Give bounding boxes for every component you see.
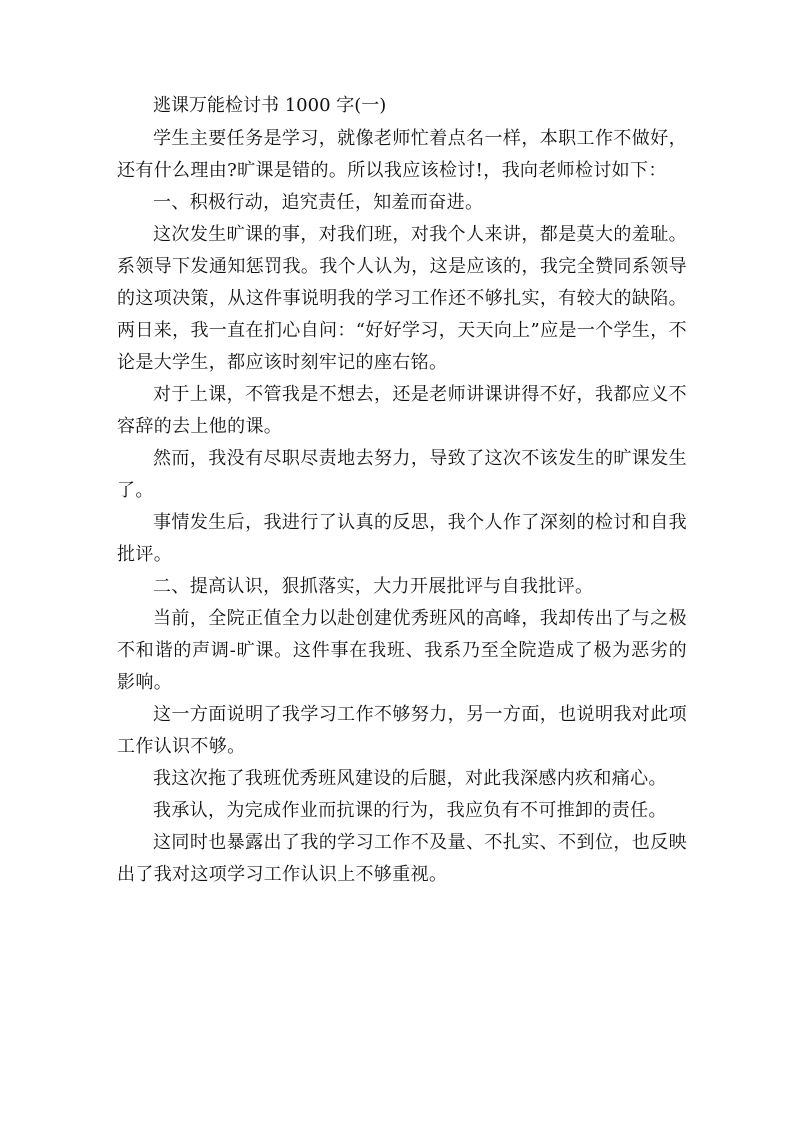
- paragraph-effort: 这一方面说明了我学习工作不够努力，另一方面，也说明我对此项工作认识不够。: [117, 704, 687, 757]
- paragraph-exposed: 这同时也暴露出了我的学习工作不及量、不扎实、不到位，也反映出了我对这项学习工作认识上不够重视。: [117, 832, 687, 885]
- paragraph-failure: 然而，我没有尽职尽责地去努力，导致了这次不该发生的旷课发生了。: [117, 448, 687, 501]
- section-heading-2: 二、提高认识，狠抓落实，大力开展批评与自我批评。: [153, 576, 594, 597]
- paragraph-shame: 这次发生旷课的事，对我们班，对我个人来讲，都是莫大的羞耻。系领导下发通知惩罚我。我个人认为，这是应该的，我完全赞同系领导的这项决策，从这件事说明我的学习工作还不够扎实，有较大的缺陷。两日来，我一直在扪心自问：“好好学习，天天向上”应是一个学生，不论是大学生，都应该时刻牢记的座右铭。: [117, 224, 687, 373]
- paragraph-impact: 当前，全院正值全力以赴创建优秀班风的高峰，我却传出了与之极不和谐的声调-旷课。这件事在我班、我系乃至全院造成了极为恶劣的影响。: [117, 608, 687, 693]
- document-body: [117, 91, 687, 891]
- document-title: 逃课万能检讨书 1000 字(一): [153, 95, 387, 116]
- paragraph-attend-class: 对于上课，不管我是不想去，还是老师讲课讲得不好，我都应义不容辞的去上他的课。: [117, 384, 687, 437]
- paragraph-responsibility: 我承认，为完成作业而抗课的行为，我应负有不可推卸的责任。: [153, 800, 667, 821]
- paragraph-intro: 学生主要任务是学习，就像老师忙着点名一样，本职工作不做好，还有什么理由?旷课是错的。所以我应该检讨!，我向老师检讨如下：: [117, 128, 687, 181]
- paragraph-reflection: 事情发生后，我进行了认真的反思，我个人作了深刻的检讨和自我批评。: [117, 512, 687, 565]
- paragraph-regret: 我这次拖了我班优秀班风建设的后腿，对此我深感内疚和痛心。: [153, 768, 667, 789]
- section-heading-1: 一、积极行动，追究责任，知羞而奋进。: [153, 192, 484, 213]
